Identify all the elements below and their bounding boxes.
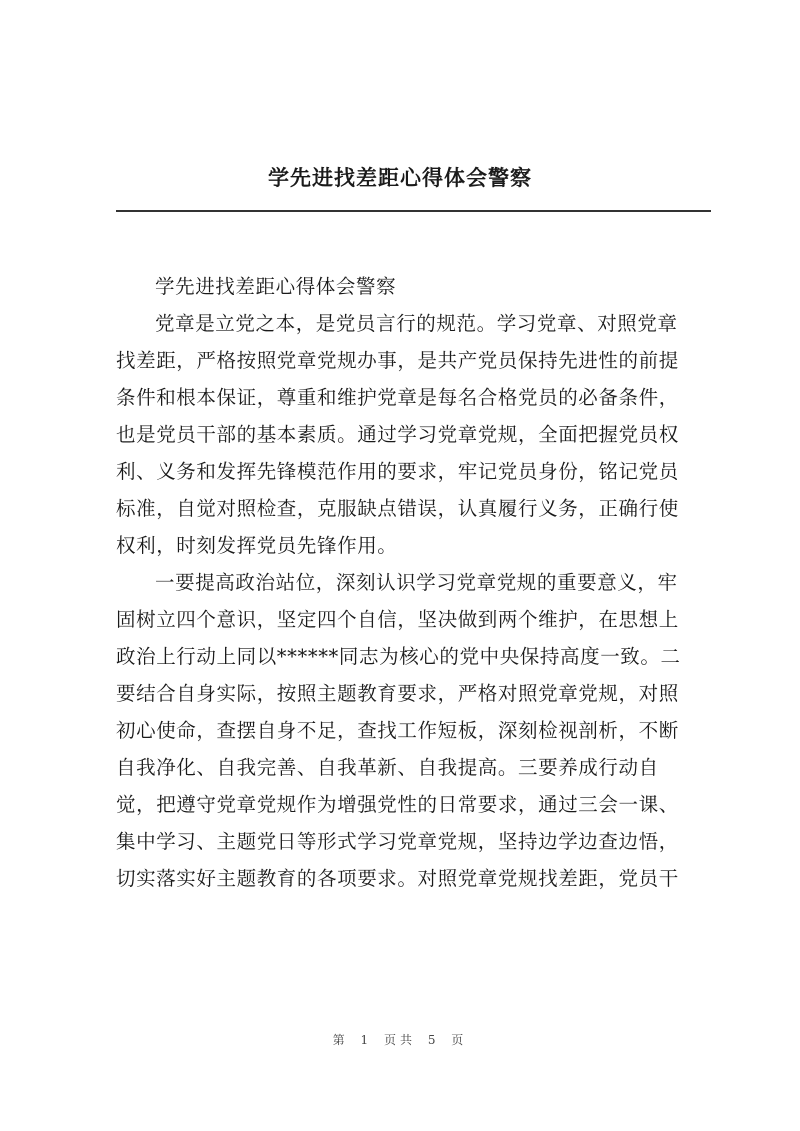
body-line: 一要提高政治站位，深刻认识学习党章党规的重要意义，牢 xyxy=(155,571,678,594)
body-line: 权利，时刻发挥党员先锋作用。 xyxy=(116,534,398,557)
document-title: 学先进找差距心得体会警察 xyxy=(268,165,532,190)
footer-suffix: 页 xyxy=(451,1033,468,1047)
body-line: 切实落实好主题教育的各项要求。对照党章党规找差距，党员干 xyxy=(116,867,679,890)
title-divider xyxy=(116,210,711,212)
footer-prefix: 第 xyxy=(332,1033,349,1047)
body-line: 党章是立党之本，是党员言行的规范。学习党章、对照党章 xyxy=(155,312,678,335)
body-line: 集中学习、主题党日等形式学习党章党规，坚持边学边查边悟， xyxy=(116,830,679,853)
body-line: 找差距，严格按照党章党规办事，是共产党员保持先进性的前提 xyxy=(116,349,679,372)
body-line: 利、义务和发挥先锋模范作用的要求，牢记党员身份，铭记党员 xyxy=(116,460,679,483)
body-line: 标准，自觉对照检查，克服缺点错误，认真履行义务，正确行使 xyxy=(116,497,679,520)
body-line: 条件和根本保证，尊重和维护党章是每名合格党员的必备条件， xyxy=(116,386,679,409)
footer-middle: 页共 xyxy=(383,1033,416,1047)
body-line: 自我净化、自我完善、自我革新、自我提高。三要养成行动自 xyxy=(116,756,659,779)
footer-page-number: 1 xyxy=(360,1033,373,1047)
document-body xyxy=(116,268,716,897)
page-footer xyxy=(0,1031,800,1048)
body-line: 学先进找差距心得体会警察 xyxy=(155,275,397,298)
body-line: 要结合自身实际，按照主题教育要求，严格对照党章党规，对照 xyxy=(116,682,679,705)
body-line: 固树立四个意识，坚定四个自信，坚决做到两个维护，在思想上 xyxy=(116,608,679,631)
body-line: 觉，把遵守党章党规作为增强党性的日常要求，通过三会一课、 xyxy=(116,793,679,816)
body-line: 也是党员干部的基本素质。通过学习党章党规，全面把握党员权 xyxy=(116,423,679,446)
body-line: 初心使命，查摆自身不足，查找工作短板，深刻检视剖析，不断 xyxy=(116,719,679,742)
body-line: 政治上行动上同以******同志为核心的党中央保持高度一致。二 xyxy=(116,645,681,668)
footer-total-pages: 5 xyxy=(427,1033,440,1047)
